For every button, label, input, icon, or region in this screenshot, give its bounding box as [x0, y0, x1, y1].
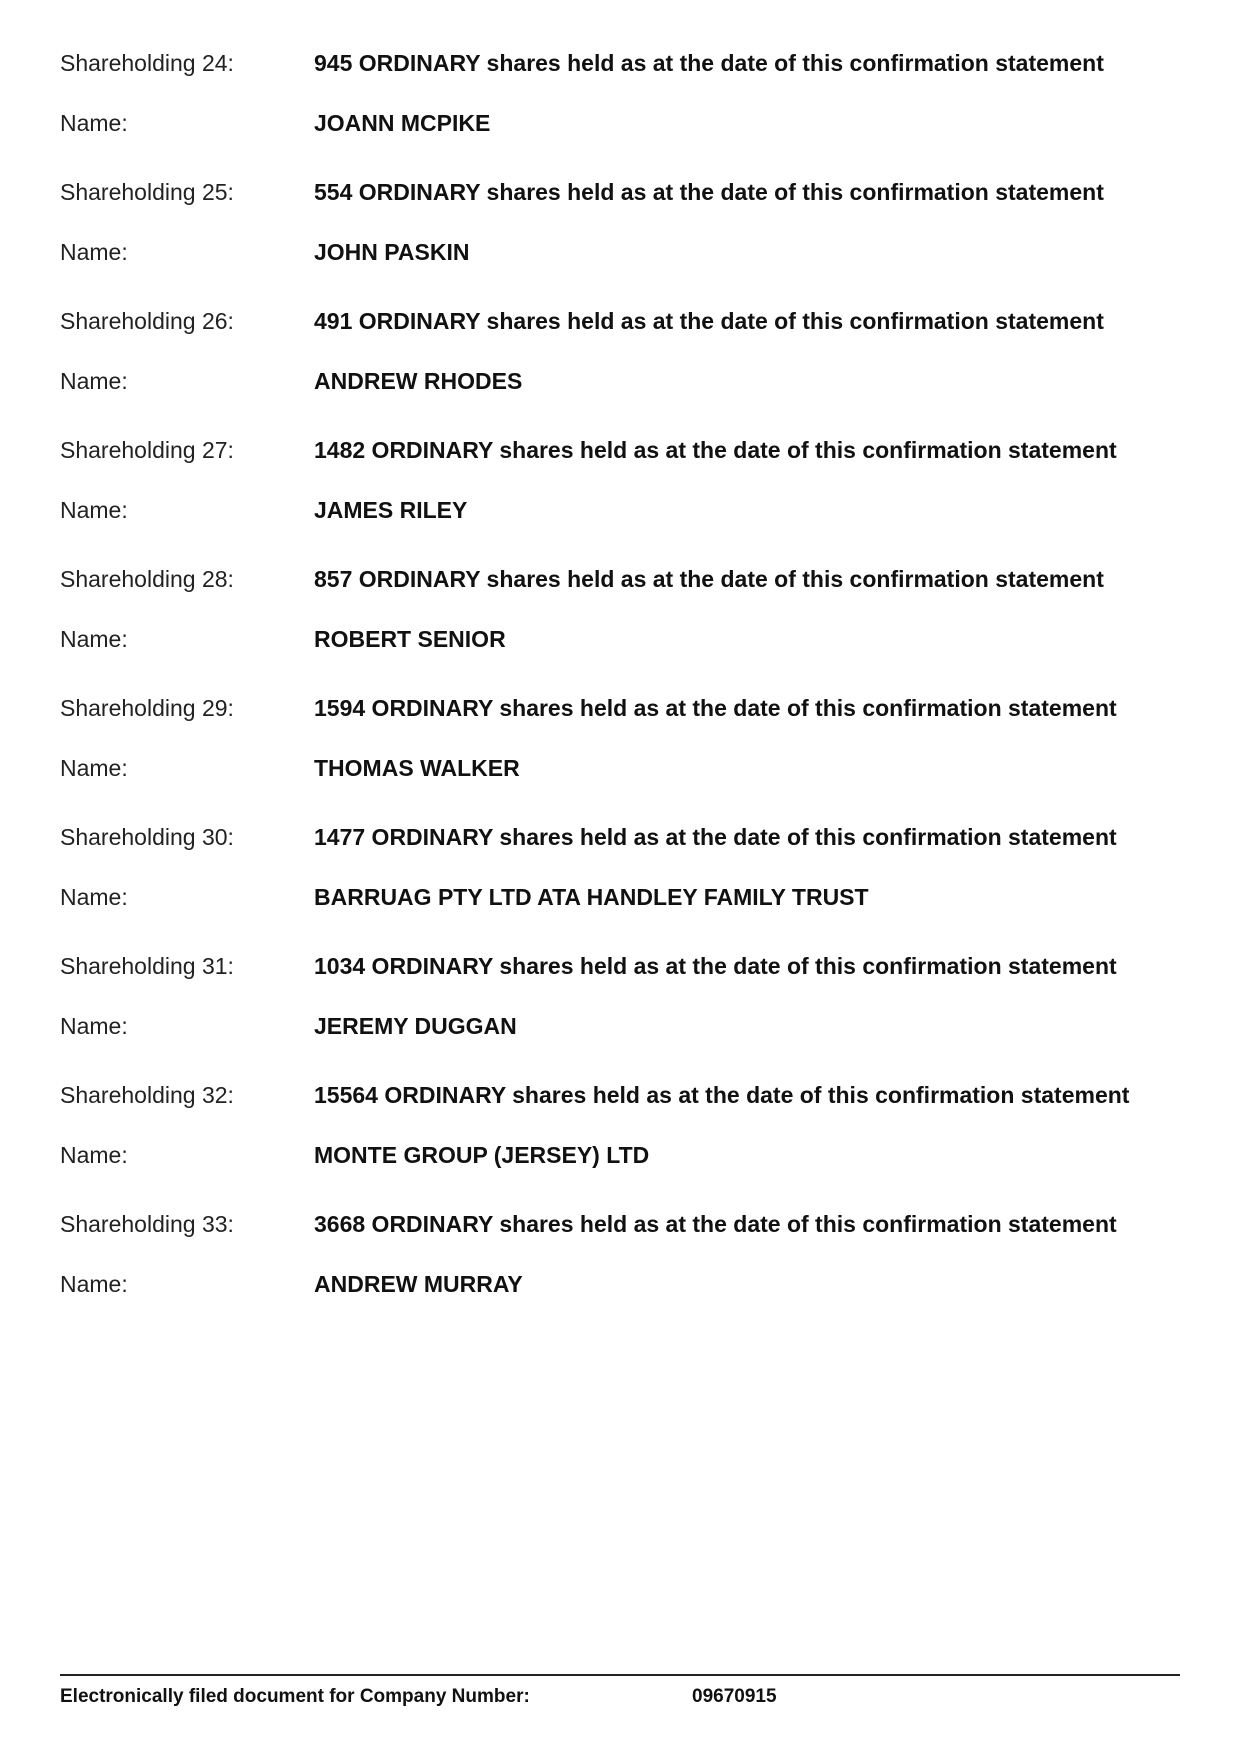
shareholding-label: Shareholding 32:: [60, 1082, 234, 1108]
shareholding-entry: [60, 306, 1180, 435]
name-label: Name:: [60, 1013, 128, 1039]
shareholding-label: Shareholding 24:: [60, 50, 234, 76]
company-number: 09670915: [692, 1686, 777, 1707]
shareholding-label: Shareholding 29:: [60, 695, 234, 721]
name-label: Name:: [60, 1142, 128, 1168]
shareholding-entry: [60, 951, 1180, 1080]
shareholding-entry: [60, 1209, 1180, 1338]
shareholding-label: Shareholding 30:: [60, 824, 234, 850]
shareholding-label: Shareholding 33:: [60, 1211, 234, 1237]
shares-description: 554 ORDINARY shares held as at the date of this confirmation statement: [314, 179, 1104, 205]
shareholder-name: ANDREW RHODES: [314, 368, 523, 394]
shares-description: 15564 ORDINARY shares held as at the date of this confirmation statement: [314, 1082, 1130, 1108]
shareholding-entry: [60, 693, 1180, 822]
shares-description: 1594 ORDINARY shares held as at the date of this confirmation statement: [314, 695, 1117, 721]
shareholding-entry: [60, 822, 1180, 951]
shares-description: 1477 ORDINARY shares held as at the date of this confirmation statement: [314, 824, 1117, 850]
shareholding-entry: [60, 435, 1180, 564]
shareholder-name: ANDREW MURRAY: [314, 1271, 523, 1297]
footer-divider: [60, 1674, 1180, 1676]
shareholder-name: ROBERT SENIOR: [314, 626, 506, 652]
shares-description: 857 ORDINARY shares held as at the date of this confirmation statement: [314, 566, 1104, 592]
shareholding-label: Shareholding 26:: [60, 308, 234, 334]
shareholdings-list: [60, 48, 1180, 1338]
shareholder-name: JEREMY DUGGAN: [314, 1013, 517, 1039]
shareholder-name: MONTE GROUP (JERSEY) LTD: [314, 1142, 650, 1168]
name-label: Name:: [60, 239, 128, 265]
name-label: Name:: [60, 1271, 128, 1297]
page-footer: [60, 1684, 1180, 1710]
name-label: Name:: [60, 110, 128, 136]
shareholding-label: Shareholding 28:: [60, 566, 234, 592]
name-label: Name:: [60, 368, 128, 394]
shareholding-label: Shareholding 27:: [60, 437, 234, 463]
shareholder-name: JOANN MCPIKE: [314, 110, 491, 136]
shareholding-entry: [60, 48, 1180, 177]
shareholding-entry: [60, 1080, 1180, 1209]
shares-description: 1482 ORDINARY shares held as at the date of this confirmation statement: [314, 437, 1117, 463]
footer-label: Electronically filed document for Company Number:: [60, 1686, 530, 1707]
shares-description: 3668 ORDINARY shares held as at the date of this confirmation statement: [314, 1211, 1117, 1237]
shares-description: 491 ORDINARY shares held as at the date of this confirmation statement: [314, 308, 1104, 334]
name-label: Name:: [60, 497, 128, 523]
shareholding-entry: [60, 564, 1180, 693]
shareholder-name: BARRUAG PTY LTD ATA HANDLEY FAMILY TRUST: [314, 884, 869, 910]
shares-description: 945 ORDINARY shares held as at the date of this confirmation statement: [314, 50, 1104, 76]
name-label: Name:: [60, 626, 128, 652]
shareholder-name: JAMES RILEY: [314, 497, 468, 523]
shareholder-name: THOMAS WALKER: [314, 755, 520, 781]
shareholding-label: Shareholding 25:: [60, 179, 234, 205]
shareholding-label: Shareholding 31:: [60, 953, 234, 979]
name-label: Name:: [60, 884, 128, 910]
name-label: Name:: [60, 755, 128, 781]
shareholding-entry: [60, 177, 1180, 306]
shares-description: 1034 ORDINARY shares held as at the date of this confirmation statement: [314, 953, 1117, 979]
shareholder-name: JOHN PASKIN: [314, 239, 470, 265]
